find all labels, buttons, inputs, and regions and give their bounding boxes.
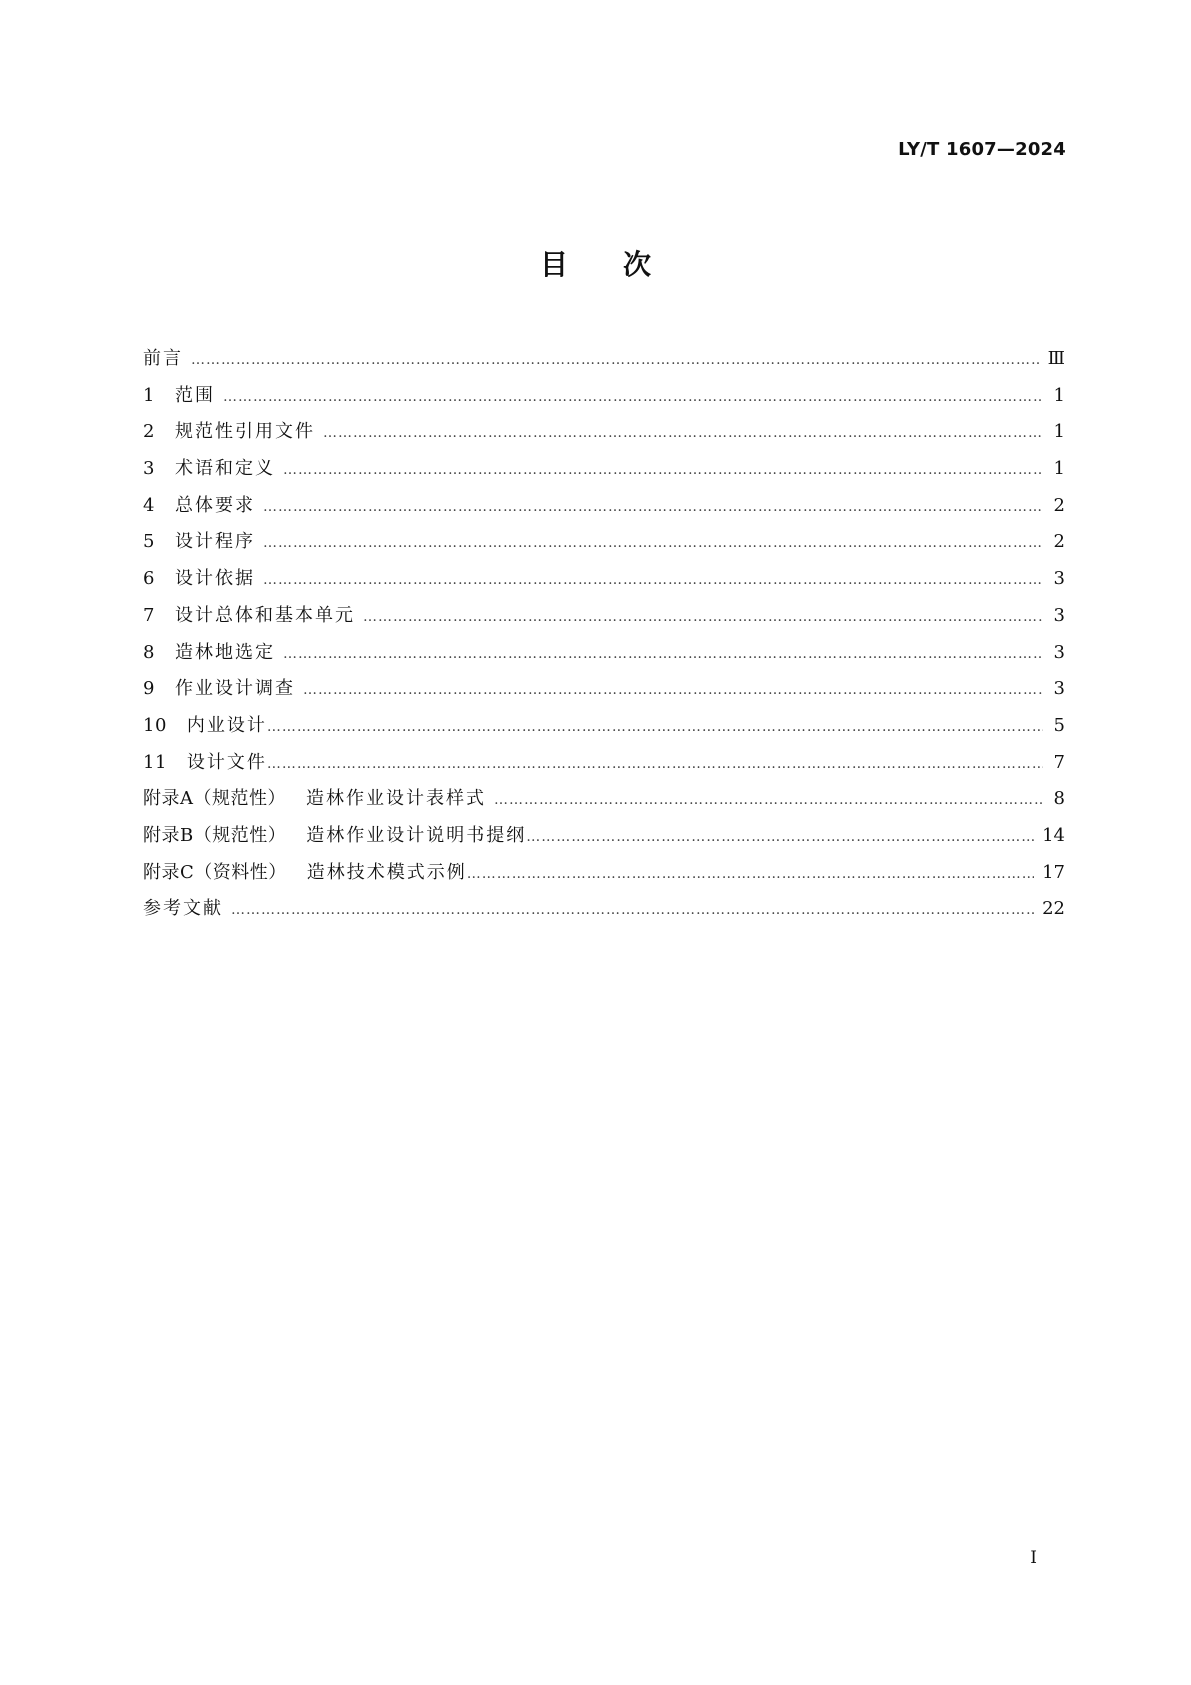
toc-leader-dots [494,782,1043,819]
toc-entry-label: 设计文件 [186,751,267,773]
toc-entry-office-design[interactable] [143,708,1065,745]
toc-entry-page: 2 [1053,531,1065,553]
toc-entry-number: 11 [143,751,167,773]
toc-entry-label: 造林技术模式示例 [306,861,467,883]
toc-entry-page: 1 [1053,458,1065,480]
toc-leader-dots [263,562,1043,599]
toc-entry-design-procedure[interactable] [143,524,1065,561]
toc-leader-dots [231,892,1034,929]
toc-leader-dots [363,599,1043,636]
toc-entry-label: 造林作业设计说明书提纲 [306,824,527,846]
toc-entry-appendix-b[interactable] [143,818,1065,855]
toc-entry-appendix-c[interactable] [143,855,1065,892]
standard-code: LY/T 1607—2024 [898,139,1066,160]
toc-entry-number: 附录B（规范性） [143,824,287,846]
toc-entry-label: 内业设计 [186,714,267,736]
toc-entry-number: 5 [143,531,155,553]
toc-entry-label: 规范性引用文件 [174,421,315,443]
toc-entry-page: 7 [1053,751,1065,773]
toc-entry-page: Ⅲ [1047,348,1065,369]
toc-leader-dots [303,672,1043,709]
toc-entry-page: 1 [1053,421,1065,443]
toc-entry-page: 3 [1053,604,1065,626]
toc-entry-foreword[interactable] [143,341,1065,378]
toc-entry-design-basis[interactable] [143,561,1065,598]
toc-entry-page: 5 [1053,714,1065,736]
toc-entry-number: 1 [143,384,155,406]
toc-entry-design-documents[interactable] [143,745,1065,782]
toc-title: 目次 [539,248,706,281]
toc-leader-dots [526,819,1034,856]
toc-leader-dots [323,415,1043,452]
toc-entry-page: 3 [1053,678,1065,700]
toc-entry-number: 附录C（资料性） [143,861,287,883]
toc-entry-number: 6 [143,568,155,590]
toc-entry-page: 8 [1053,788,1065,810]
toc-entry-design-units[interactable] [143,598,1065,635]
toc-entry-label: 造林地选定 [174,641,275,663]
toc-entry-bibliography[interactable] [143,891,1065,928]
toc-entry-number: 7 [143,604,155,626]
toc-leader-dots [223,379,1043,416]
toc-entry-label: 术语和定义 [174,458,275,480]
toc-entry-page: 1 [1053,384,1065,406]
toc-entry-number: 4 [143,494,155,516]
toc-leader-dots [283,452,1043,489]
toc-entry-page: 3 [1053,568,1065,590]
toc-leader-dots [467,856,1034,893]
toc-entry-label: 作业设计调查 [174,678,295,700]
toc-entry-label: 总体要求 [174,494,255,516]
toc-entry-label: 设计总体和基本单元 [174,604,355,626]
toc-entry-number: 3 [143,458,155,480]
toc-entry-number: 9 [143,678,155,700]
toc-entry-page: 2 [1053,494,1065,516]
toc-entry-number: 10 [143,714,167,736]
page-number: Ⅰ [1030,1548,1037,1568]
toc-entry-site-selection[interactable] [143,635,1065,672]
toc-entry-number: 2 [143,421,155,443]
toc-entry-page: 22 [1042,898,1065,920]
toc-leader-dots [283,636,1043,673]
toc-entry-number: 附录A（规范性） [143,788,286,810]
toc-leader-dots [263,525,1043,562]
toc-entry-scope[interactable] [143,378,1065,415]
toc-entry-appendix-a[interactable] [143,781,1065,818]
toc-entry-label: 前言 [143,348,183,369]
toc-list [143,341,1065,928]
toc-entry-terms-definitions[interactable] [143,451,1065,488]
toc-entry-page: 14 [1042,824,1065,846]
toc-entry-label: 设计程序 [174,531,255,553]
toc-entry-page: 3 [1053,641,1065,663]
toc-entry-normative-references[interactable] [143,414,1065,451]
toc-entry-number: 8 [143,641,155,663]
toc-entry-general-requirements[interactable] [143,488,1065,525]
toc-entry-label: 参考文献 [143,898,223,920]
toc-entry-design-survey[interactable] [143,671,1065,708]
toc-entry-label: 设计依据 [174,568,255,590]
toc-leader-dots [263,489,1043,526]
toc-leader-dots [267,746,1043,783]
toc-leader-dots [267,709,1043,746]
toc-leader-dots [191,342,1040,379]
toc-entry-label: 范围 [174,384,215,406]
toc-entry-label: 造林作业设计表样式 [306,788,486,810]
toc-entry-page: 17 [1042,861,1065,883]
